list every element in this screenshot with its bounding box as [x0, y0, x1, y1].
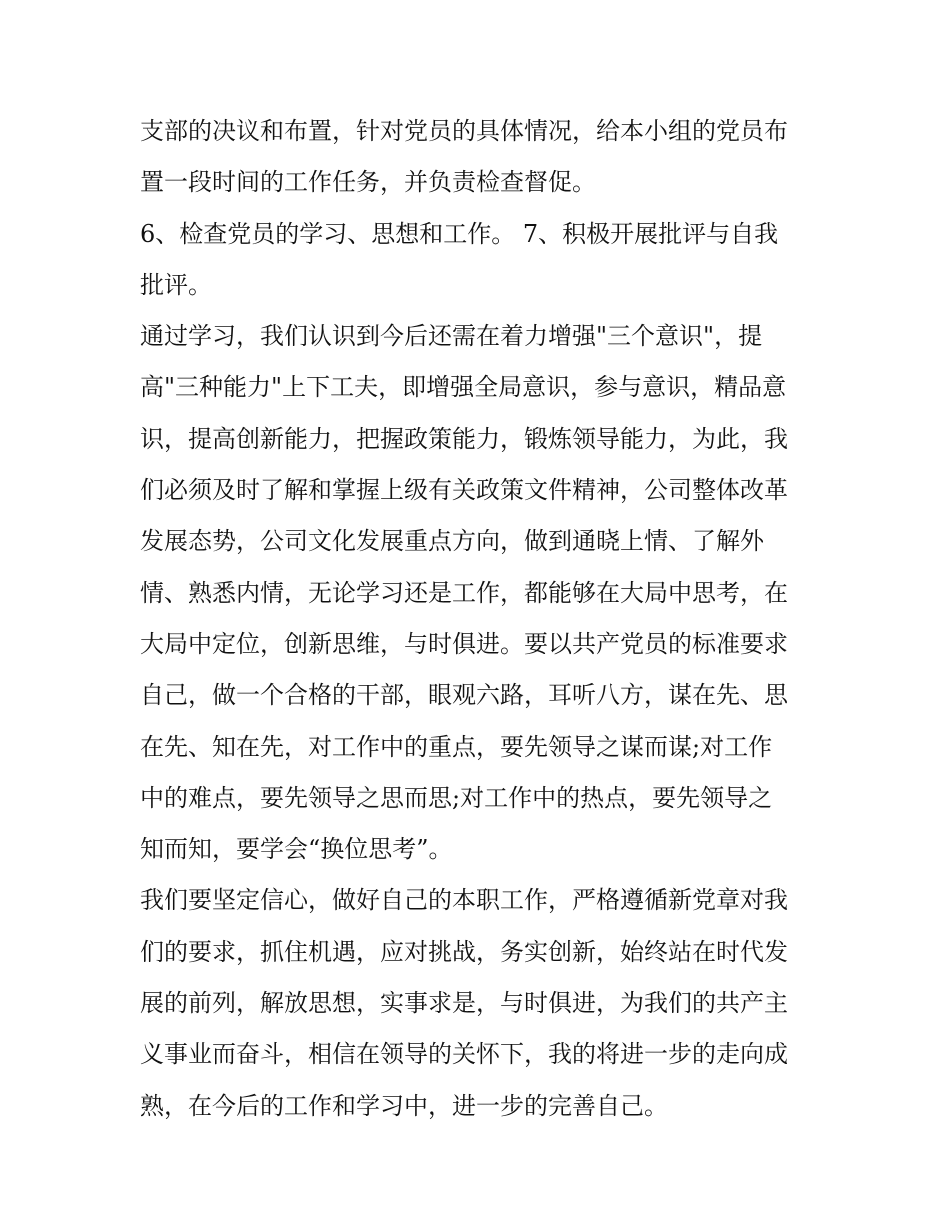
- text-line: 展的前列，解放思想，实事求是，与时俱进，为我们的共产主: [140, 989, 788, 1018]
- text-line: 义事业而奋斗，相信在领导的关怀下，我的将进一步的走向成: [140, 1040, 788, 1069]
- text-line: 知而知，要学会“换位思考”。: [140, 835, 453, 864]
- text-line: 6、检查党员的学习、思想和工作。 7、积极开展批评与自我: [140, 219, 779, 248]
- text-line: 自己，做一个合格的干部，眼观六路，耳听八方，谋在先、思: [140, 681, 788, 710]
- text-line: 在先、知在先，对工作中的重点，要先领导之谋而谋;对工作: [140, 732, 773, 761]
- text-line: 们的要求，抓住机遇，应对挑战，务实创新，始终站在时代发: [140, 937, 788, 966]
- text-line: 大局中定位，创新思维，与时俱进。要以共产党员的标准要求: [140, 629, 788, 658]
- text-line: 批评。: [140, 270, 212, 299]
- text-line: 高"三种能力"上下工夫，即增强全局意识，参与意识，精品意: [140, 373, 787, 402]
- text-line: 识，提高创新能力，把握政策能力，锻炼领导能力，为此，我: [140, 424, 788, 453]
- text-line: 通过学习，我们认识到今后还需在着力增强"三个意识"，提: [140, 322, 763, 351]
- text-line: 情、熟悉内情，无论学习还是工作，都能够在大局中思考，在: [140, 578, 788, 607]
- text-line: 中的难点，要先领导之思而思;对工作中的热点，要先领导之: [140, 783, 773, 812]
- text-line: 熟，在今后的工作和学习中，进一步的完善自己。: [140, 1091, 668, 1120]
- text-line: 发展态势，公司文化发展重点方向，做到通晓上情、了解外: [140, 527, 764, 556]
- text-line: 我们要坚定信心，做好自己的本职工作，严格遵循新党章对我: [140, 886, 788, 915]
- document-body: [140, 106, 830, 1132]
- text-line: 置一段时间的工作任务，并负责检查督促。: [140, 168, 596, 197]
- text-line: 支部的决议和布置，针对党员的具体情况，给本小组的党员布: [140, 117, 788, 145]
- text-line: 们必须及时了解和掌握上级有关政策文件精神，公司整体改革: [140, 476, 788, 505]
